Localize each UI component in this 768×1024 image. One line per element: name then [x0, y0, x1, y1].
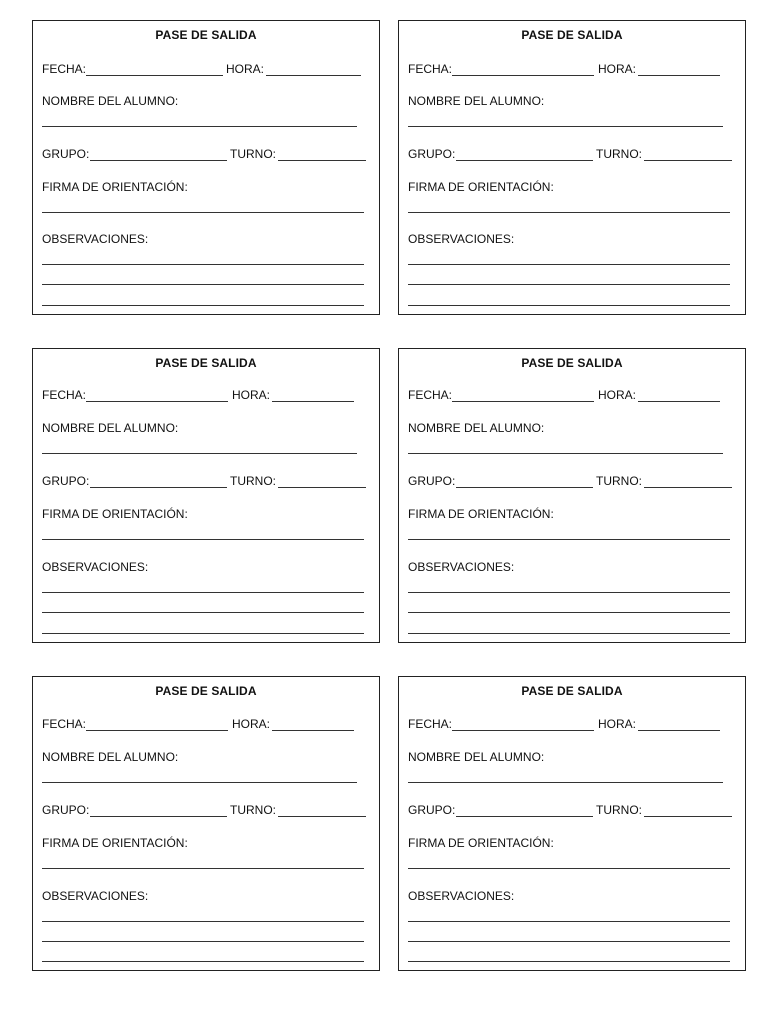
nombre-label: NOMBRE DEL ALUMNO:	[42, 750, 179, 764]
nombre-field[interactable]	[408, 126, 723, 127]
observaciones-label: OBSERVACIONES:	[42, 560, 149, 574]
observaciones-line-1[interactable]	[42, 264, 364, 265]
fecha-field[interactable]	[86, 75, 223, 76]
card-title: PASE DE SALIDA	[155, 356, 257, 370]
observaciones-line-2[interactable]	[408, 612, 730, 613]
grupo-label: GRUPO:	[42, 147, 90, 161]
card-title: PASE DE SALIDA	[155, 684, 257, 698]
fecha-label: FECHA:	[42, 717, 87, 731]
hora-field[interactable]	[272, 401, 354, 402]
nombre-field[interactable]	[42, 782, 357, 783]
observaciones-line-1[interactable]	[408, 921, 730, 922]
firma-field[interactable]	[408, 539, 730, 540]
exit-pass-card	[398, 20, 746, 315]
fecha-label: FECHA:	[408, 388, 453, 402]
turno-field[interactable]	[644, 487, 732, 488]
observaciones-line-3[interactable]	[408, 961, 730, 962]
grupo-label: GRUPO:	[408, 803, 456, 817]
observaciones-line-2[interactable]	[42, 941, 364, 942]
observaciones-line-1[interactable]	[408, 592, 730, 593]
hora-label: HORA:	[226, 62, 265, 76]
nombre-label: NOMBRE DEL ALUMNO:	[408, 421, 545, 435]
hora-field[interactable]	[272, 730, 354, 731]
observaciones-line-2[interactable]	[408, 284, 730, 285]
grupo-field[interactable]	[90, 816, 227, 817]
firma-label: FIRMA DE ORIENTACIÓN:	[408, 836, 554, 850]
hora-field[interactable]	[638, 401, 720, 402]
hora-label: HORA:	[232, 717, 271, 731]
firma-label: FIRMA DE ORIENTACIÓN:	[408, 180, 554, 194]
fecha-field[interactable]	[452, 730, 594, 731]
fecha-field[interactable]	[452, 401, 594, 402]
hora-field[interactable]	[266, 75, 361, 76]
observaciones-line-2[interactable]	[42, 284, 364, 285]
exit-pass-card	[398, 348, 746, 643]
observaciones-line-1[interactable]	[42, 592, 364, 593]
card-title: PASE DE SALIDA	[521, 356, 623, 370]
grupo-label: GRUPO:	[42, 803, 90, 817]
grupo-field[interactable]	[456, 816, 593, 817]
turno-field[interactable]	[278, 816, 366, 817]
observaciones-line-3[interactable]	[42, 633, 364, 634]
exit-pass-card	[32, 348, 380, 643]
hora-field[interactable]	[638, 75, 720, 76]
card-title: PASE DE SALIDA	[521, 684, 623, 698]
grupo-field[interactable]	[90, 487, 227, 488]
grupo-field[interactable]	[456, 487, 593, 488]
grupo-field[interactable]	[90, 160, 227, 161]
nombre-field[interactable]	[42, 126, 357, 127]
fecha-label: FECHA:	[42, 62, 87, 76]
card-title: PASE DE SALIDA	[155, 28, 257, 42]
observaciones-label: OBSERVACIONES:	[42, 889, 149, 903]
grupo-label: GRUPO:	[408, 474, 456, 488]
turno-field[interactable]	[644, 160, 732, 161]
firma-label: FIRMA DE ORIENTACIÓN:	[42, 507, 188, 521]
hora-label: HORA:	[598, 62, 637, 76]
observaciones-line-2[interactable]	[42, 612, 364, 613]
firma-label: FIRMA DE ORIENTACIÓN:	[42, 836, 188, 850]
firma-label: FIRMA DE ORIENTACIÓN:	[42, 180, 188, 194]
firma-field[interactable]	[408, 212, 730, 213]
nombre-label: NOMBRE DEL ALUMNO:	[42, 94, 179, 108]
turno-label: TURNO:	[230, 147, 276, 161]
exit-pass-card	[32, 676, 380, 971]
hora-label: HORA:	[232, 388, 271, 402]
observaciones-line-3[interactable]	[408, 305, 730, 306]
observaciones-line-3[interactable]	[408, 633, 730, 634]
turno-label: TURNO:	[596, 147, 642, 161]
observaciones-label: OBSERVACIONES:	[42, 232, 149, 246]
firma-field[interactable]	[42, 212, 364, 213]
observaciones-line-1[interactable]	[42, 921, 364, 922]
nombre-label: NOMBRE DEL ALUMNO:	[408, 94, 545, 108]
hora-field[interactable]	[638, 730, 720, 731]
firma-label: FIRMA DE ORIENTACIÓN:	[408, 507, 554, 521]
observaciones-label: OBSERVACIONES:	[408, 232, 515, 246]
hora-label: HORA:	[598, 717, 637, 731]
turno-field[interactable]	[278, 160, 366, 161]
fecha-field[interactable]	[86, 401, 228, 402]
grupo-label: GRUPO:	[42, 474, 90, 488]
fecha-label: FECHA:	[42, 388, 87, 402]
grupo-field[interactable]	[456, 160, 593, 161]
observaciones-label: OBSERVACIONES:	[408, 889, 515, 903]
observaciones-line-3[interactable]	[42, 961, 364, 962]
turno-field[interactable]	[644, 816, 732, 817]
nombre-field[interactable]	[408, 453, 723, 454]
fecha-label: FECHA:	[408, 717, 453, 731]
hora-label: HORA:	[598, 388, 637, 402]
observaciones-line-1[interactable]	[408, 264, 730, 265]
observaciones-line-2[interactable]	[408, 941, 730, 942]
fecha-field[interactable]	[452, 75, 594, 76]
nombre-field[interactable]	[408, 782, 723, 783]
turno-label: TURNO:	[230, 474, 276, 488]
observaciones-label: OBSERVACIONES:	[408, 560, 515, 574]
nombre-label: NOMBRE DEL ALUMNO:	[408, 750, 545, 764]
grupo-label: GRUPO:	[408, 147, 456, 161]
firma-field[interactable]	[42, 868, 364, 869]
turno-label: TURNO:	[596, 803, 642, 817]
turno-field[interactable]	[278, 487, 366, 488]
fecha-field[interactable]	[86, 730, 228, 731]
turno-label: TURNO:	[596, 474, 642, 488]
firma-field[interactable]	[408, 868, 730, 869]
exit-pass-card	[398, 676, 746, 971]
exit-pass-card	[32, 20, 380, 315]
nombre-label: NOMBRE DEL ALUMNO:	[42, 421, 179, 435]
firma-field[interactable]	[42, 539, 364, 540]
card-title: PASE DE SALIDA	[521, 28, 623, 42]
observaciones-line-3[interactable]	[42, 305, 364, 306]
turno-label: TURNO:	[230, 803, 276, 817]
fecha-label: FECHA:	[408, 62, 453, 76]
nombre-field[interactable]	[42, 453, 357, 454]
